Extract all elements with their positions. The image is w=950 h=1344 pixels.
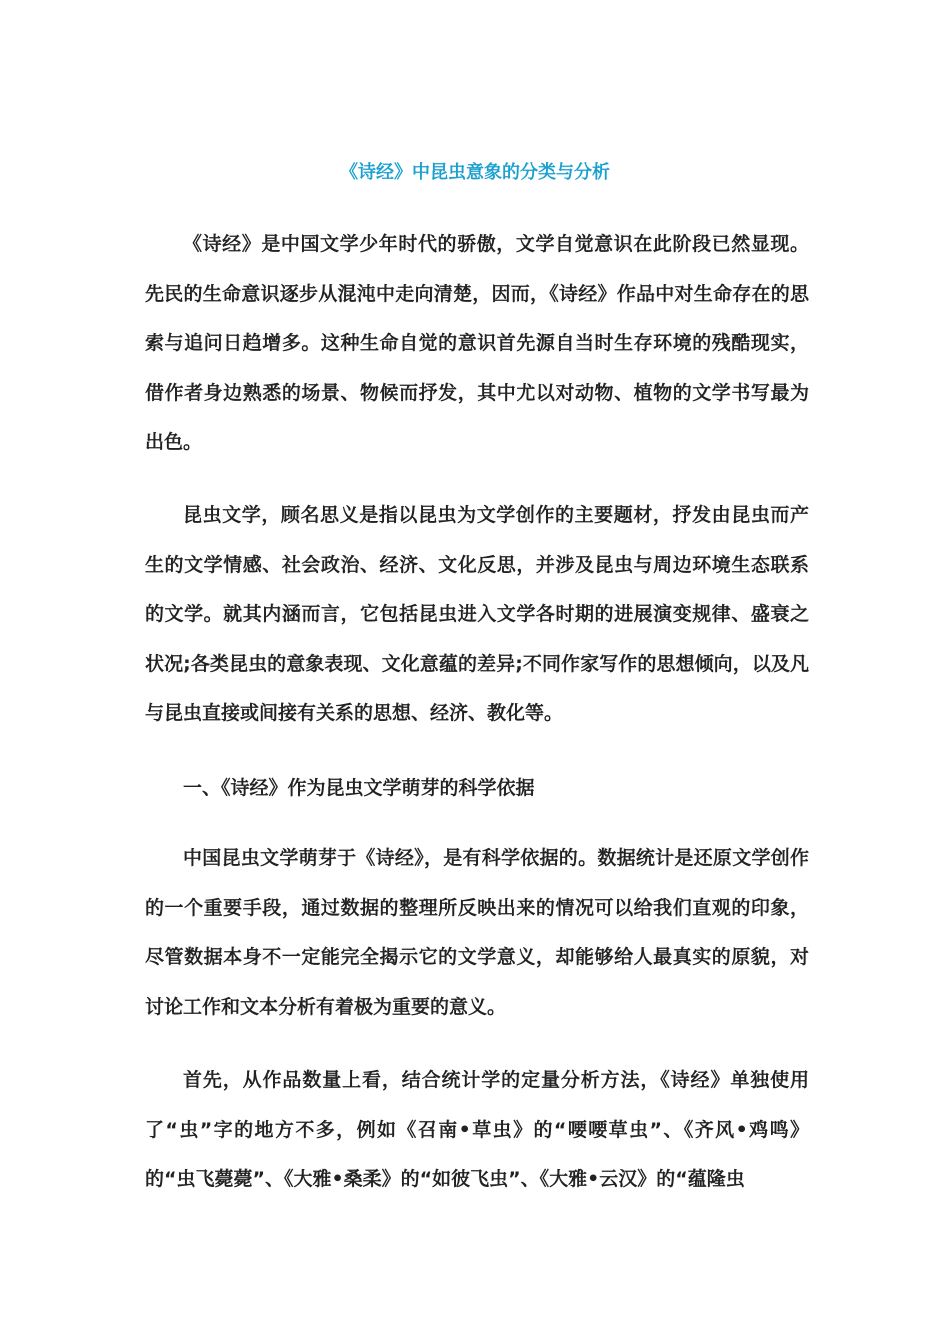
paragraph-definition: 昆虫文学，顾名思义是指以昆虫为文学创作的主要题材，抒发由昆虫而产生的文学情感、社会政治、经济、文化反思，并涉及昆虫与周边环境生态联系的文学。就其内涵而言，它包括昆虫进入文学各时期的进展演变规律、盛衰之状况;各类昆虫的意象表现、文化意蕴的差异;不同作家写作的思想倾向，以及凡与昆虫直接或间接有关系的思想、经济、教化等。 [145,504,809,724]
document-title: 《诗经》中昆虫意象的分类与分析 [340,162,610,183]
paragraph-first-point: 首先，从作品数量上看，结合统计学的定量分析方法，《诗经》单独使用了“虫”字的地方不多，例如《召南•草虫》的“喓喓草虫”、《齐风•鸡鸣》的“虫飞薨薨”、《大雅•桑柔》的“如彼飞虫”、《大雅•云汉》的“蕴隆虫 [145,1069,809,1190]
paragraph-intro: 《诗经》是中国文学少年时代的骄傲，文学自觉意识在此阶段已然显现。先民的生命意识逐步从混沌中走向清楚，因而，《诗经》作品中对生命存在的思索与追问日趋增多。这种生命自觉的意识首先源自当时生存环境的残酷现实，借作者身边熟悉的场景、物候而抒发，其中尤以对动物、植物的文学书写最为出色。 [145,233,809,453]
section-heading: 一、《诗经》作为昆虫文学萌芽的科学依据 [183,777,535,799]
paragraph-evidence: 中国昆虫文学萌芽于《诗经》，是有科学依据的。数据统计是还原文学创作的一个重要手段，通过数据的整理所反映出来的情况可以给我们直观的印象，尽管数据本身不一定能完全揭示它的文学意义，却能够给人最真实的原貌，对讨论工作和文本分析有着极为重要的意义。 [145,847,809,1018]
